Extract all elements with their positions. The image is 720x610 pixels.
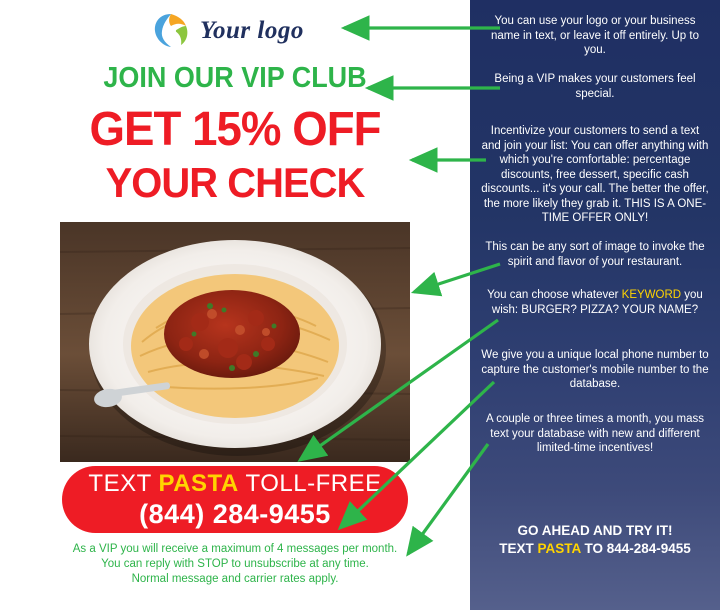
note-keyword-post: you wish: BURGER? PIZZA? YOUR NAME?	[491, 289, 703, 316]
note-keyword	[480, 288, 710, 317]
headline-offer-line1: GET 15% OFF	[89, 103, 381, 156]
cta-line1-pre: TEXT	[88, 469, 159, 497]
cta-line1	[88, 470, 381, 498]
final-line-2	[480, 540, 710, 558]
cta-line1-post: TOLL-FREE	[238, 469, 382, 497]
note-mass-text: A couple or three times a month, you mass text your database with new and different limited-time incentives!	[486, 413, 704, 454]
note-logo: You can use your logo or your business name in text, or leave it off entirely. Up to you.	[491, 15, 699, 56]
final-line2-post: TO 844-284-9455	[580, 541, 691, 556]
cta-keyword: PASTA	[158, 469, 239, 497]
swirl-logo-icon	[150, 10, 192, 52]
annotation-panel	[470, 0, 720, 610]
logo-block	[150, 8, 380, 54]
note-vip: Being a VIP makes your customers feel special.	[494, 73, 696, 100]
fineprint-line-2: You can reply with STOP to unsubscribe at any time.	[101, 558, 369, 570]
fineprint-block	[40, 542, 430, 587]
food-photo	[60, 222, 410, 462]
note-image: This can be any sort of image to invoke the spirit and flavor of your restaurant.	[485, 241, 705, 268]
headline-offer-line2: YOUR CHECK	[105, 159, 365, 206]
note-keyword-word: KEYWORD	[621, 289, 682, 301]
logo-text: Your logo	[200, 17, 304, 44]
final-call-to-action	[480, 522, 710, 558]
cta-phone-number: (844) 284-9455	[139, 498, 331, 529]
final-line2-pre: TEXT	[499, 541, 538, 556]
note-keyword-pre: You can choose whatever	[487, 289, 622, 301]
cta-text-pill[interactable]	[62, 466, 408, 533]
final-line-1: GO AHEAD AND TRY IT!	[517, 523, 673, 538]
note-phone-number: We give you a unique local phone number to capture the customer's mobile number to the database.	[481, 349, 709, 390]
final-keyword: PASTA	[537, 541, 581, 556]
note-offer: Incentivize your customers to send a text and join your list: You can offer anything with which you're comfortable: percentage discounts, free dessert, specific cash discounts... it's your call. The better the offer, the more likely they grab it. THIS IS A ONE-TIME OFFER ONLY!	[481, 125, 709, 224]
fineprint-line-1: As a VIP you will receive a maximum of 4 messages per month.	[72, 543, 398, 555]
fineprint-line-3: Normal message and carrier rates apply.	[131, 573, 339, 585]
headline-join-vip: JOIN OUR VIP CLUB	[103, 62, 367, 94]
